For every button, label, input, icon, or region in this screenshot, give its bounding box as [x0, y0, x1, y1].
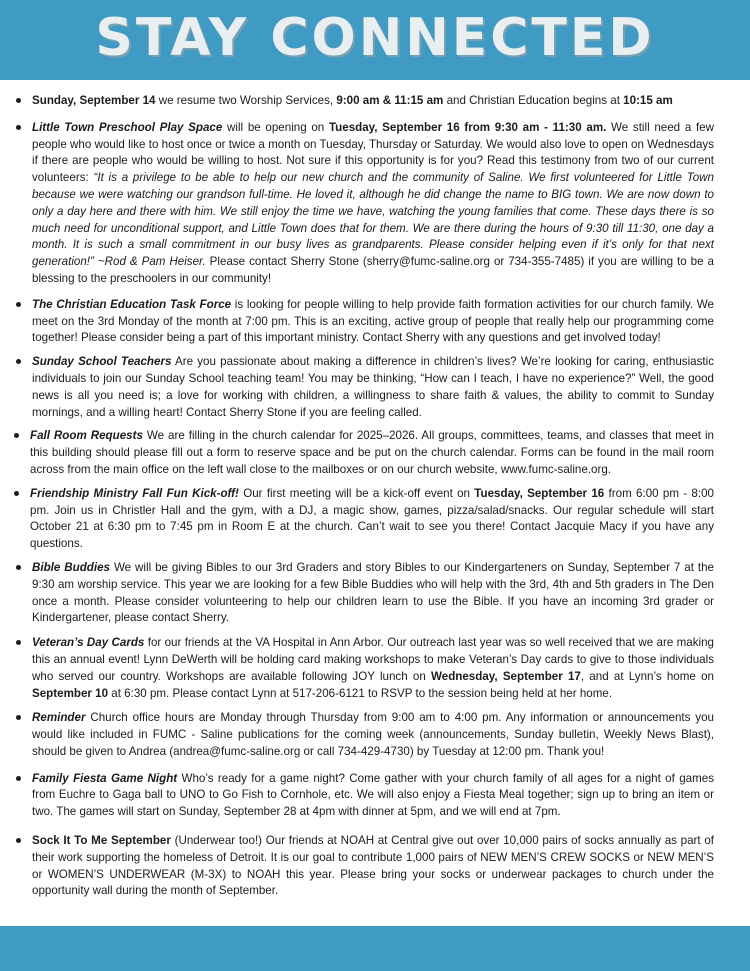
footer-band	[0, 926, 750, 971]
bullet-icon	[16, 838, 21, 843]
item-time: 10:15 am	[623, 94, 673, 107]
item-text: We still need a few people who would like to host once or twice a month on Tuesday, Thursday or Saturday. We would also love to open on Wednesdays if there are people who would be willing to host. Not sure if this opportunity is for you? Read this testimony from two of our current volunteers:	[32, 120, 714, 185]
list-item	[12, 486, 714, 553]
item-title: Sock It To Me September	[32, 834, 171, 848]
list-item	[14, 120, 714, 288]
item-date: Tuesday, September 16	[474, 486, 605, 500]
list-item	[14, 560, 714, 627]
announcement-list	[14, 93, 714, 907]
item-text: , and at Lynn’s home on	[580, 669, 714, 683]
item-text: from 6:00 pm - 8:00 pm. Join us in Christler Hall and the gym, with a DJ, a magic show, games, pizza/salad/snacks. Our regular schedule will start October 21 at 6:30 pm to 7:45 pm in Room E at the church. Can’t wait to see you there! Contact Jacquie Macy if you have any questions.	[30, 486, 715, 551]
item-date: Sunday, September 14	[32, 94, 156, 107]
item-times: 9:00 am & 11:15 am	[336, 94, 444, 107]
item-text: (Underwear too!) Our friends at NOAH at Central give out over 10,000 pairs of socks annually as part of their work supporting the homeless of Detroit. It is our goal to contribute 1,000 pairs of NEW MEN’S CREW SOCKS or NEW MEN’S or WOMEN’S UNDERWEAR (M-3X) to NOAH this year. Please bring your socks or underwear packages to church under the opportunity wall during the month of September.	[32, 834, 714, 898]
item-text: Our first meeting will be a kick-off event on	[238, 486, 475, 500]
item-text: is looking for people willing to help provide faith formation activities for our church family. We meet on the 3rd Monday of the month at 7:00 pm. This is an exciting, active group of people that really help our programming come together! Please consider being a part of this important ministry. Contact Sherry with any questions and get involved today!	[32, 297, 714, 345]
item-title: The Christian Education Task Force	[32, 297, 232, 311]
bullet-icon	[16, 565, 21, 570]
item-text: We will be giving Bibles to our 3rd Graders and story Bibles to our Kindergarteners on Sunday, September 7 at the 9:30 am worship service. This year we are looking for a few Bible Buddies who will help with the 3rd, 4th and 5th graders in The Den once a month. Please consider volunteering to help our children learn to use the Bible. If you have an incoming 3rd grader or Kindergartener, please contact Sherry.	[32, 560, 714, 625]
list-item	[14, 354, 714, 421]
item-text: for our friends at the VA Hospital in Ann Arbor. Our outreach last year was so well received that we are making this an annual event! Lynn DeWerth will be holding card making workshops to make Veteran’s Day cards to give to those individuals who served our country. Workshops are available following JOY lunch on	[32, 636, 715, 683]
item-text: at 6:30 pm. Please contact Lynn at 517-206-6121 to RSVP to the session being held at her home.	[108, 686, 613, 700]
header-banner	[0, 0, 750, 80]
item-title: Fall Room Requests	[30, 429, 143, 443]
item-text: will be opening on	[222, 120, 329, 134]
list-item	[14, 297, 714, 347]
bullet-icon	[14, 491, 19, 496]
list-item	[14, 771, 714, 821]
bullet-icon	[14, 433, 19, 438]
bullet-icon	[16, 776, 21, 781]
list-item	[14, 635, 714, 702]
bullet-icon	[16, 98, 21, 103]
item-title: Veteran’s Day Cards	[32, 636, 145, 650]
item-quote: “It is a privilege to be able to help our new church and the community of Saline. We first volunteered for Little Town because we were watching our grandson full-time. He loved it, although he did change the name to BIG town. We are now down to only a day here and there with him. We still enjoy the time we have, watching the young families that come. These days there is so much need for unconditional support, and Little Town does that for them. We are there during the hours of 9:30 till 11:30, one day a month. It is such a small commitment in our busy lives as grandparents. Please consider helping even if it’s only for that next generation!” ~Rod & Pam Heiser.	[32, 171, 714, 269]
item-text: Are you passionate about making a difference in children’s lives? We’re looking for caring, enthusiastic individuals to join our Sunday School teaching team! You may be thinking, “How can I teach, I have no experience?” Well, the good news is all you need is; a love for working with children, a willingness to share faith & values, the ability to commit to Sunday mornings, and a willing heart! Contact Sherry Stone if you are feeling called.	[32, 355, 714, 419]
item-title: Family Fiesta Game Night	[32, 771, 178, 785]
item-date: Tuesday, September 16 from 9:30 am - 11:30 am.	[328, 120, 607, 134]
page-title: STAY CONNECTED	[95, 8, 655, 68]
list-item	[14, 93, 714, 110]
item-date: Wednesday, September 17	[431, 669, 581, 683]
item-text: Who’s ready for a game night? Come gather with your church family of all ages for a night of games from Euchre to Gaga ball to UNO to Go Fish to Cornhole, etc. We will also enjoy a Fiesta Meal together; sign up to bring an item or two. The games will start on Sunday, September 28 at 4pm with dinner at 5pm, and we will end at 7pm.	[32, 771, 715, 819]
item-title: Little Town Preschool Play Space	[32, 120, 223, 134]
item-title: Bible Buddies	[32, 560, 111, 574]
bullet-icon	[16, 640, 21, 645]
item-text: Church office hours are Monday through Thursday from 9:00 am to 4:00 pm. Any information or announcements you would like included in FUMC - Saline publications for the coming week (announcements, Sunday bulletin, Weekly News Blast), should be given to Andrea (andrea@fumc-saline.org or call 734-429-4730) by Tuesday at 12:00 pm. Thank you!	[32, 711, 714, 758]
list-item	[14, 710, 714, 760]
bullet-icon	[16, 125, 21, 130]
item-text: and Christian Education begins at	[443, 94, 624, 107]
item-text: Please contact Sherry Stone (sherry@fumc-saline.org or 734-355-7485) if you are willing to be a blessing to the preschoolers in our community!	[32, 255, 714, 285]
list-item	[14, 833, 714, 900]
bullet-icon	[16, 359, 21, 364]
item-text: We are filling in the church calendar for 2025–2026. All groups, committees, teams, and classes that meet in this building should please fill out a form to reserve space and be put on the church calendar. Forms can be found in the mail room across from the main office on the left wall close to the mailboxes or on our church website, www.fumc-saline.org.	[30, 429, 714, 476]
bullet-icon	[16, 715, 21, 720]
item-title: Sunday School Teachers	[32, 355, 172, 369]
item-title: Reminder	[32, 711, 86, 725]
list-item	[12, 428, 714, 478]
bullet-icon	[16, 302, 21, 307]
item-text: we resume two Worship Services,	[155, 94, 337, 107]
item-title: Friendship Ministry Fall Fun Kick-off!	[30, 486, 239, 500]
item-date: September 10	[32, 686, 109, 700]
